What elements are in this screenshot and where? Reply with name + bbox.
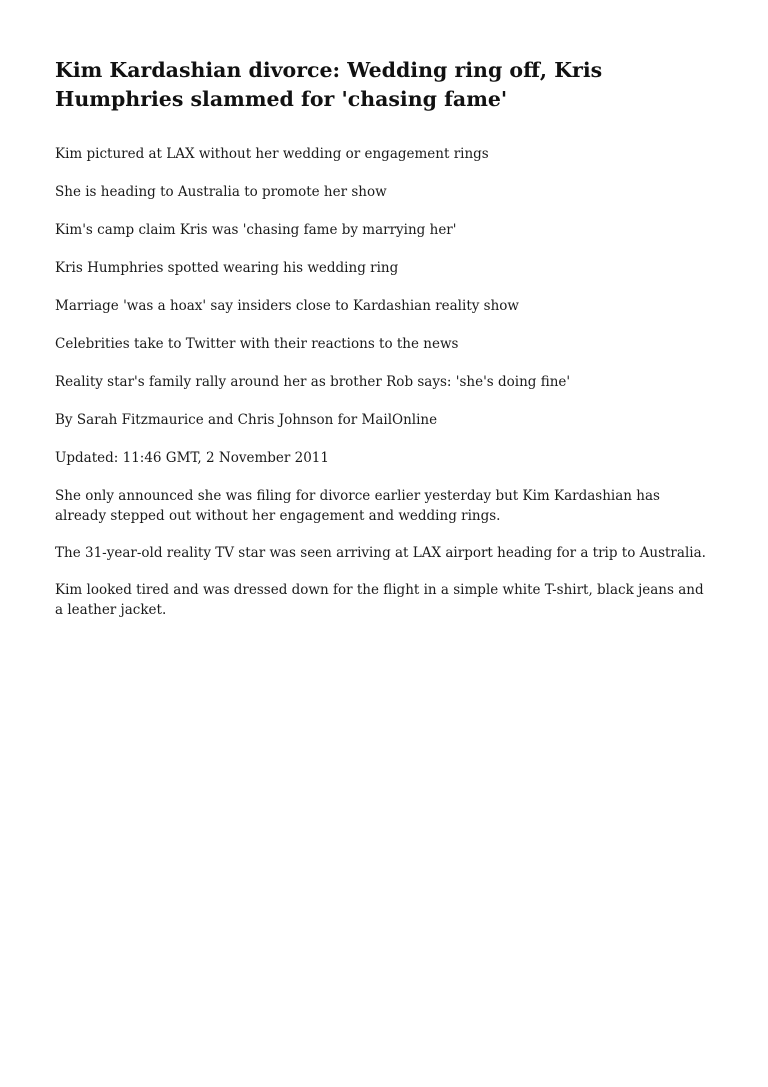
summary-bullet: Kris Humphries spotted wearing his wedding ring bbox=[55, 260, 399, 276]
summary-bullet: Marriage 'was a hoax' say insiders close to Kardashian reality show bbox=[55, 298, 519, 314]
article-headline: Kim Kardashian divorce: Wedding ring off, Kris Humphries slammed for 'chasing fame' bbox=[55, 58, 603, 111]
summary-bullet: She is heading to Australia to promote her show bbox=[55, 184, 387, 200]
byline: By Sarah Fitzmaurice and Chris Johnson for MailOnline bbox=[55, 412, 438, 428]
summary-bullet: Kim pictured at LAX without her wedding or engagement rings bbox=[55, 146, 489, 162]
summary-bullet: Reality star's family rally around her as brother Rob says: 'she's doing fine' bbox=[55, 374, 571, 390]
body-paragraph: She only announced she was filing for divorce earlier yesterday but Kim Kardashian has already stepped out without her engagement and wedding rings. bbox=[55, 488, 660, 524]
article bbox=[55, 56, 715, 637]
body-paragraph: The 31-year-old reality TV star was seen arriving at LAX airport heading for a trip to Australia. bbox=[55, 545, 706, 561]
body-paragraph: Kim looked tired and was dressed down for the flight in a simple white T-shirt, black jeans and a leather jacket. bbox=[55, 582, 704, 618]
updated-timestamp: Updated: 11:46 GMT, 2 November 2011 bbox=[55, 450, 329, 466]
summary-bullet: Kim's camp claim Kris was 'chasing fame by marrying her' bbox=[55, 222, 457, 238]
summary-bullet: Celebrities take to Twitter with their reactions to the news bbox=[55, 336, 459, 352]
summary-bullets bbox=[55, 144, 715, 410]
